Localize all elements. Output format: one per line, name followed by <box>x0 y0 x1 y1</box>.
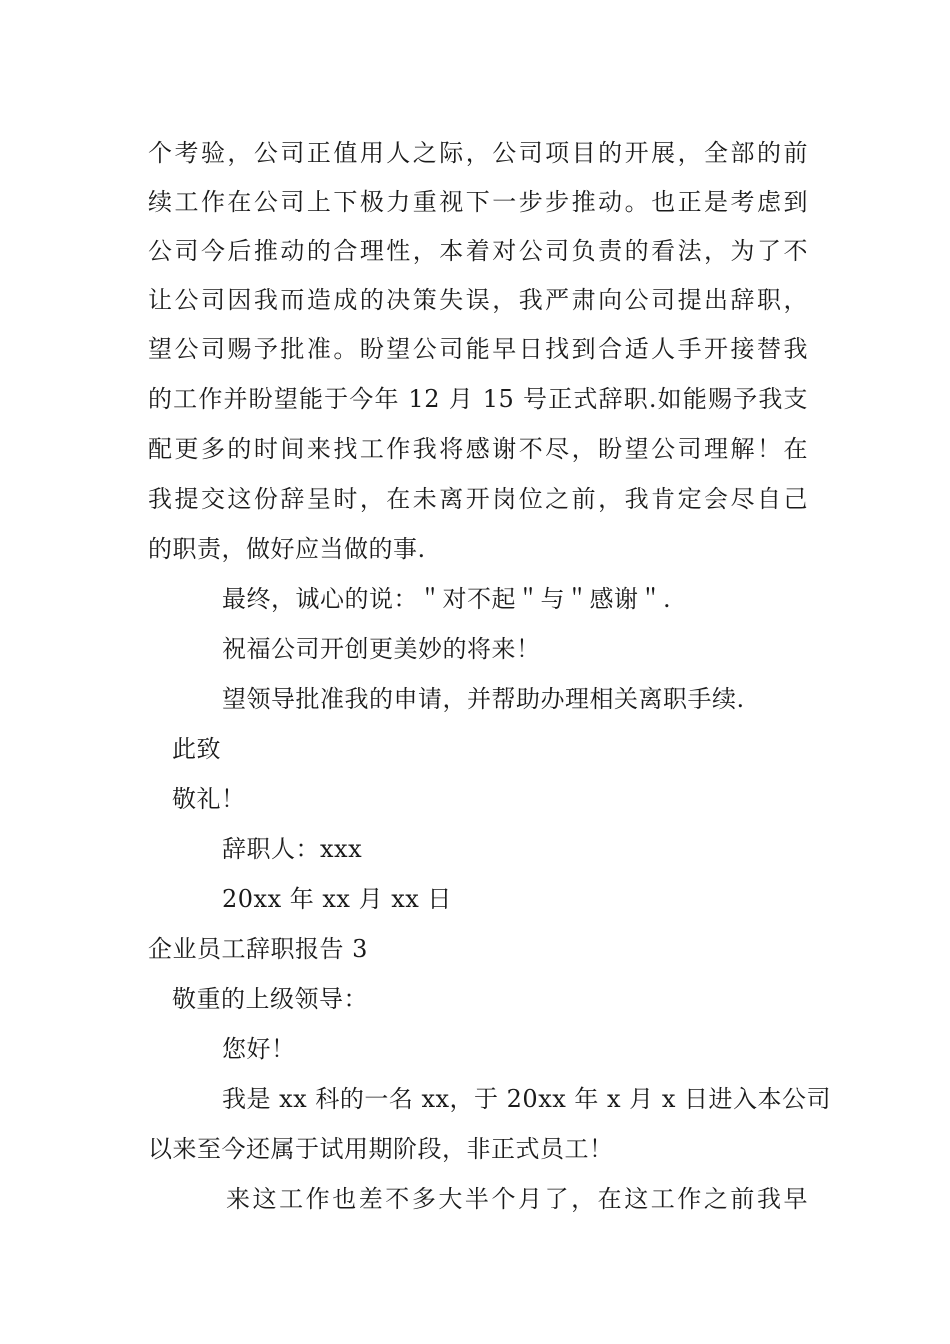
request-line: 望领导批准我的申请，并帮助办理相关离职手续. <box>222 685 745 713</box>
closing-ci-zhi: 此致 <box>172 735 221 763</box>
signer-line: 辞职人：xxx <box>222 835 363 863</box>
salutation: 敬重的上级领导： <box>172 985 368 1013</box>
greeting: 您好！ <box>222 1035 296 1063</box>
closing-jing-li: 敬礼！ <box>172 785 246 813</box>
section-title: 企业员工辞职报告 3 <box>148 935 368 963</box>
paragraph-line: 续工作在公司上下极力重视下一步步推动。也正是考虑到 <box>148 188 808 216</box>
paragraph-line: 让公司因我而造成的决策失误，我严肃向公司提出辞职， <box>148 286 808 314</box>
paragraph-line: 我是 xx 科的一名 xx，于 20xx 年 x 月 x 日进入本公司 <box>222 1085 831 1113</box>
wish-line: 祝福公司开创更美妙的将来！ <box>222 635 541 663</box>
paragraph-line: 以来至今还属于试用期阶段，非正式员工！ <box>148 1135 614 1163</box>
paragraph-line: 望公司赐予批准。盼望公司能早日找到合适人手开接替我 <box>148 335 808 363</box>
paragraph-line: 来这工作也差不多大半个月了，在这工作之前我早 <box>226 1185 808 1213</box>
paragraph-line: 的职责，做好应当做的事. <box>148 535 426 563</box>
paragraph-line: 公司今后推动的合理性，本着对公司负责的看法，为了不 <box>148 237 808 265</box>
paragraph-line: 的工作并盼望能于今年 12 月 15 号正式辞职.如能赐予我支 <box>148 385 808 413</box>
finally-line: 最终，诚心的说：＂对不起＂与＂感谢＂. <box>222 585 672 613</box>
date-line: 20xx 年 xx 月 xx 日 <box>222 885 452 913</box>
paragraph-line: 配更多的时间来找工作我将感谢不尽，盼望公司理解！在 <box>148 435 808 463</box>
paragraph-line: 个考验，公司正值用人之际，公司项目的开展，全部的前 <box>148 139 808 167</box>
paragraph-line: 我提交这份辞呈时，在未离开岗位之前，我肯定会尽自己 <box>148 485 808 513</box>
